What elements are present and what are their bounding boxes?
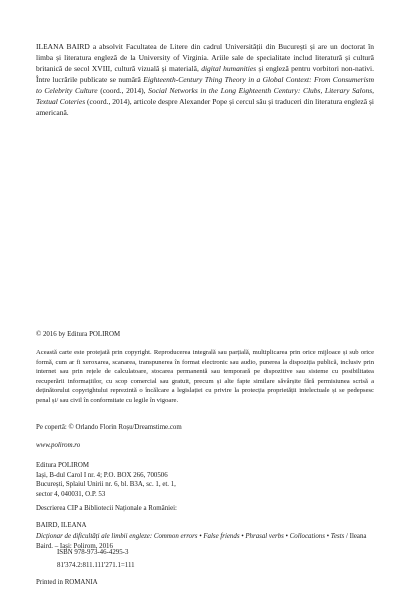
bio-text-3: (coord., 2014),: [97, 86, 149, 95]
author-biography: [36, 41, 374, 118]
cip-author: BAIRD, ILEANA: [36, 522, 87, 529]
bio-italic-3: Social Networks in the Long Eighteenth Century: Clubs, Literary Salons, Textual Coteries: [36, 86, 374, 106]
bio-text-1: ILEANA BAIRD a absolvit Facultatea de Litere din cadrul Universității din București și are un doctorat în limba și literatura engleză de la University of Virginia. Ariile sale de specialitate includ literatură și cultură britanică de secol XVIII, cultură vizuală și materială,: [36, 42, 374, 73]
publisher-website: www.polirom.ro: [36, 442, 81, 449]
bio-italic-2: Eighteenth-Century Thing Theory in a Global Context: From Consumerism to Celebrity Culture: [36, 75, 374, 95]
copyright-notice: Această carte este protejată prin copyright. Reproducerea integrală sau parțială, multiplicarea prin orice mijloace și sub orice formă, cum ar fi xeroxarea, scanarea, transpunerea în format electronic sau audio, punerea la dispoziția publică, inclusiv prin internet sau prin rețele de calculatoare, stocarea permanentă sau temporară pe dispozitive sau sisteme cu posibilitatea recuperării informațiilor, cu scop comercial sau gratuit, precum și alte fapte similare săvârșite fără permisiunea scrisă a deținătorului copyrightului reprezintă o încălcare a legislației cu privire la protecția proprietății intelectuale și se pedepsesc penal și/ sau civil în conformitate cu legile în vigoare.: [36, 349, 374, 404]
printed-in: Printed in ROMANIA: [36, 579, 98, 586]
bio-text-2: și engleză pentru vorbitori non-nativi. Între lucrările publicate se numără: [36, 64, 375, 84]
cip-title-rest: / Ileana Baird. – Iași: Polirom, 2016: [36, 533, 367, 550]
isbn: ISBN 978-973-46-4295-3: [57, 549, 129, 556]
cover-credit: Pe copertă: © Orlando Florin Roșu/Dreamstime.com: [36, 424, 182, 431]
publisher-address: [36, 461, 374, 500]
address-line-1: Iași, B-dul Carol I nr. 4; P.O. BOX 266, 700506: [36, 471, 168, 479]
classification-code: 81'374.2:811.111'271.1=111: [57, 562, 135, 569]
address-line-2: București, Splaiul Unirii nr. 6, bl. B3A, sc. 1, et. 1,: [36, 481, 176, 489]
publisher-name: Editura POLIROM: [36, 462, 90, 469]
copyright-line: © 2016 by Editura POLIROM: [36, 331, 121, 338]
bio-italic-1: digital humanities: [201, 64, 257, 73]
address-line-3: sector 4, 040031, O.P. 53: [36, 491, 106, 499]
cip-heading: Descrierea CIP a Bibliotecii Naționale a României:: [36, 505, 177, 512]
cip-title-italic: Dicționar de dificultăți ale limbii engleze: Common errors • False friends • Phrasal verbs • Collocations • Tests: [36, 533, 345, 540]
bio-text-4: (coord., 2014), articole despre Alexander Pope și cercul său și traduceri din literatura engleză și americană.: [36, 97, 374, 117]
